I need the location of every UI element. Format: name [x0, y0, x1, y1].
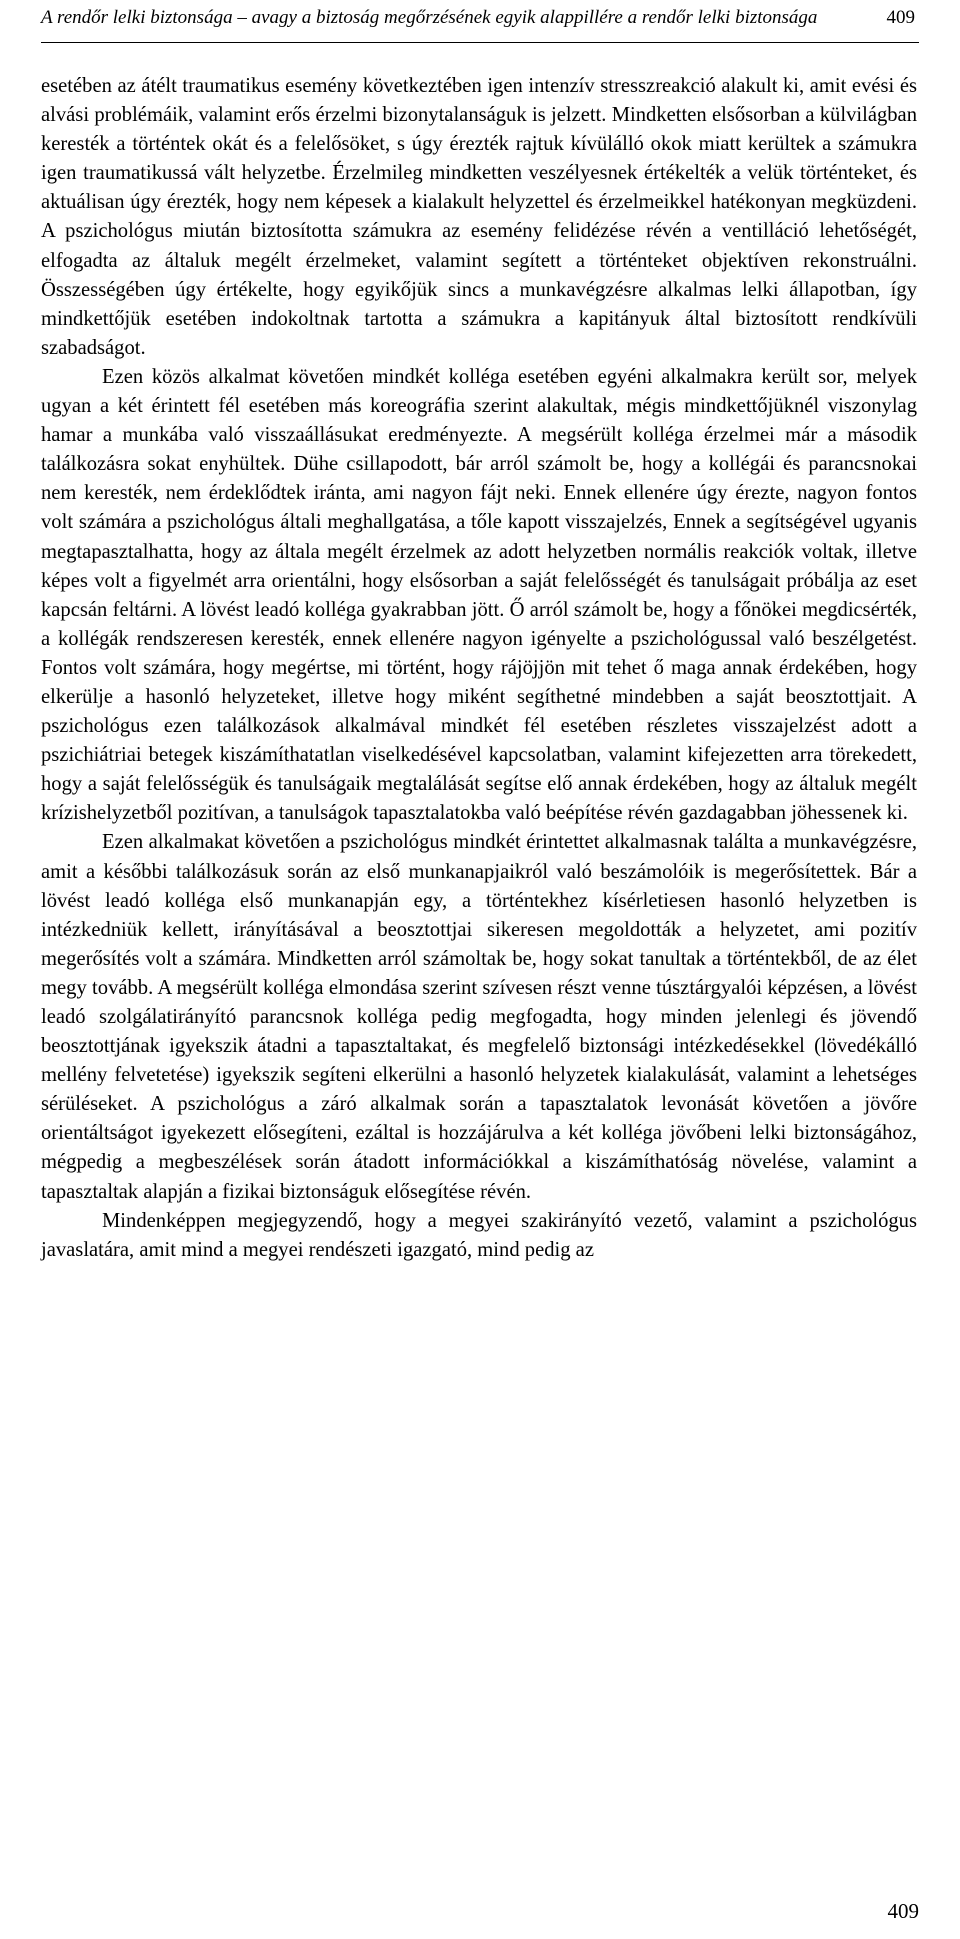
running-title: A rendőr lelki biztonsága – avagy a biztoság megőrzésének egyik alappillére a rendőr lelki biztonsága — [41, 7, 818, 28]
body-text — [41, 72, 917, 1265]
paragraph-2: Ezen közös alkalmat követően mindkét kolléga esetében egyéni alkalmakra került sor, melyek ugyan a két érintett fél esetében más koreográfia szerint alakultak, mégis mindkettőjüknél viszonylag hamar a munkába való visszaállásukat eredményezte. A megsérült kolléga érzelmei már a második találkozásra sokat enyhültek. Dühe csillapodott, bár arról számolt be, hogy a kollégái és parancsnokai nem keresték, nem érdeklődtek iránta, ami nagyon fájt neki. Ennek ellenére úgy érezte, nagyon fontos volt számára a pszichológus általi meghallgatása, a tőle kapott visszajelzés, Ennek a segítségével ugyanis megtapasztalhatta, hogy az általa megélt érzelmek az adott helyzetben normális reakciók voltak, illetve képes volt a figyelmét arra orientálni, hogy elsősorban a saját felelősségét és tanulságait próbálja az eset kapcsán feltárni. A lövést leadó kolléga gyakrabban jött. Ő arról számolt be, hogy a főnökei megdicsérték, a kollégák rendszeresen keresték, ennek ellenére nagyon igényelte a pszichológussal való beszélgetést. Fontos volt számára, hogy megértse, mi történt, hogy rájöjjön mit tehet ő maga annak érdekében, hogy elkerülje a hasonló helyzeteket, illetve hogy miként segíthetné mindebben a saját beosztottjait. A pszichológus ezen találkozások alkalmával mindkét fél esetében részletes visszajelzést adott a pszichiátriai betegek kiszámíthatatlan viselkedésével kapcsolatban, valamint kifejezetten arra törekedett, hogy a saját felelősségük és tanulságaik megtalálását segítse elő annak érdekében, hogy az általuk megélt krízishelyzetből pozitívan, a tanulságok tapasztalatokba való beépítése révén gazdagabban jöhessenek ki. — [41, 365, 917, 825]
header-page-number: 409 — [886, 7, 915, 28]
paragraph-1: esetében az átélt traumatikus esemény következtében igen intenzív stresszreakció alakult ki, amit evési és alvási problémáik, valamint erős érzelmi bizonytalanságuk is jelzett. Mindketten elsősorban a külvilágban keresték a történtek okát és a felelősöket, s úgy érezték rajtuk kívülálló okok miatt kerültek a számukra igen traumatikussá vált helyzetbe. Érzelmileg mindketten veszélyesnek értékelték a velük történteket, és aktuálisan úgy érezték, hogy nem képesek a kialakult helyzettel és érzelmeikkel hatékonyan megküzdeni. A pszichológus miután biztosította számukra az esemény felidézése révén a ventilláció lehetőségét, elfogadta az általuk megélt érzelmeket, valamint segített a történteket objektíven rekonstruálni. Összességében úgy értékelte, hogy egyikőjük sincs a munkavégzésre alkalmas lelki állapotban, így mindkettőjük esetében indokoltnak tartotta a számukra a kapitányuk által biztosított rendkívüli szabadságot. — [41, 75, 917, 359]
running-header — [41, 6, 919, 43]
paragraph-3: Ezen alkalmakat követően a pszichológus mindkét érintettet alkalmasnak találta a munkavégzésre, amit a későbbi találkozásuk során az első munkanapjaikról való beszámolóik is megerősítettek. Bár a lövést leadó kolléga első munkanapján egy, a történtekhez kísérletiesen hasonló helyzetben is intézkedniük kellett, irányításával a beosztottjai sikeresen megoldották a helyzetet, ami pozitív megerősítés volt a számára. Mindketten arról számoltak be, hogy sokat tanultak a történtekből, de az élet megy tovább. A megsérült kolléga elmondása szerint szívesen részt venne túsztárgyalói képzésen, a lövést leadó szolgálatirányító parancsnok kolléga pedig megfogadta, hogy minden jelenlegi és jövendő beosztottjának igyekszik átadni a tapasztaltakat, és megfelelő biztonsági intézkedésekkel (lövedékálló mellény felvetetése) igyekszik segíteni elkerülni a hasonló helyzetek kialakulását, valamint a lehetséges sérüléseket. A pszichológus a záró alkalmak során a tapasztalatok levonását követően a jövőre orientáltságot igyekezett elősegíteni, ezáltal is hozzájárulva a két kolléga jövőbeni lelki biztonságához, mégpedig a megbeszélések során átadott információkkal a kiszámíthatóság növelése, valamint a tapasztaltak alapján a fizikai biztonságuk elősegítése révén. — [41, 831, 917, 1203]
footer-page-number: 409 — [887, 1899, 919, 1923]
paragraph-4: Mindenképpen megjegyzendő, hogy a megyei szakirányító vezető, valamint a pszichológus javaslatára, amit mind a megyei rendészeti igazgató, mind pedig az — [41, 1209, 917, 1261]
